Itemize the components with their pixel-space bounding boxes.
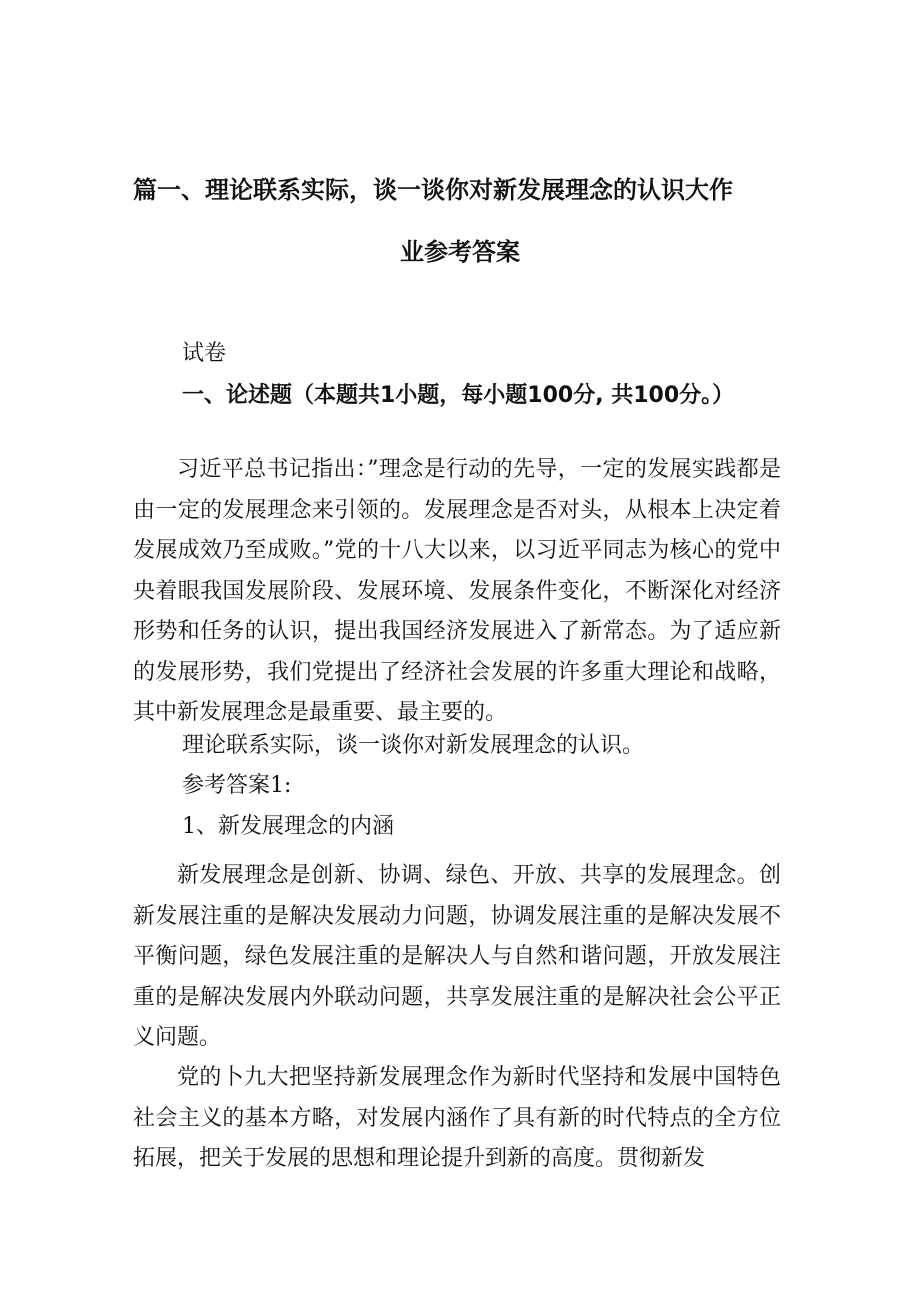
document-title-line-1: 篇一、理论联系实际，谈一谈你对新发展理念的认识大作 [133, 176, 733, 204]
answer-subheading: 1、新发展理念的内涵 [182, 814, 394, 839]
question-prompt: 理论联系实际，谈一谈你对新发展理念的认识。 [182, 733, 645, 758]
answer-paragraph-2: 党的卜九大把坚持新发展理念作为新时代坚持和发展中国特色社会主义的基本方略，对发展内涵作了具有新的时代特点的全方位拓展，把关于发展的思想和理论提升到新的高度。贯彻新发 [133, 1065, 781, 1171]
answer-label: 参考答案1: [182, 773, 292, 798]
exam-label: 试卷 [182, 341, 227, 366]
question-paragraph: 习近平总书记指出：”理念是行动的先导，一定的发展实践都是由一定的发展理念来引领的。发展理念是否对头，从根本上决定着发展成效乃至成败。”党的十八大以来，以习近平同志为核心的党中央着眼我国发展阶段、发展环境、发展条件变化，不断深化对经济形势和任务的认识，提出我国经济发展进入了新常态。为了适应新的发展形势，我们党提出了经济社会发展的许多重大理论和战略，其中新发展理念是最重要、最主要的。 [133, 457, 781, 725]
section-heading: 一、论述题（本题共1小题，每小题100分, 共100分。） [182, 383, 735, 408]
answer-paragraph-1: 新发展理念是创新、协调、绿色、开放、共享的发展理念。创新发展注重的是解决发展动力问题，协调发展注重的是解决发展不平衡问题，绿色发展注重的是解决人与自然和谐问题，开放发展注重的是解决发展内外联动问题，共享发展注重的是解决社会公平正义问题。 [133, 863, 781, 1050]
document-title-line-2: 业参考答案 [400, 238, 520, 266]
